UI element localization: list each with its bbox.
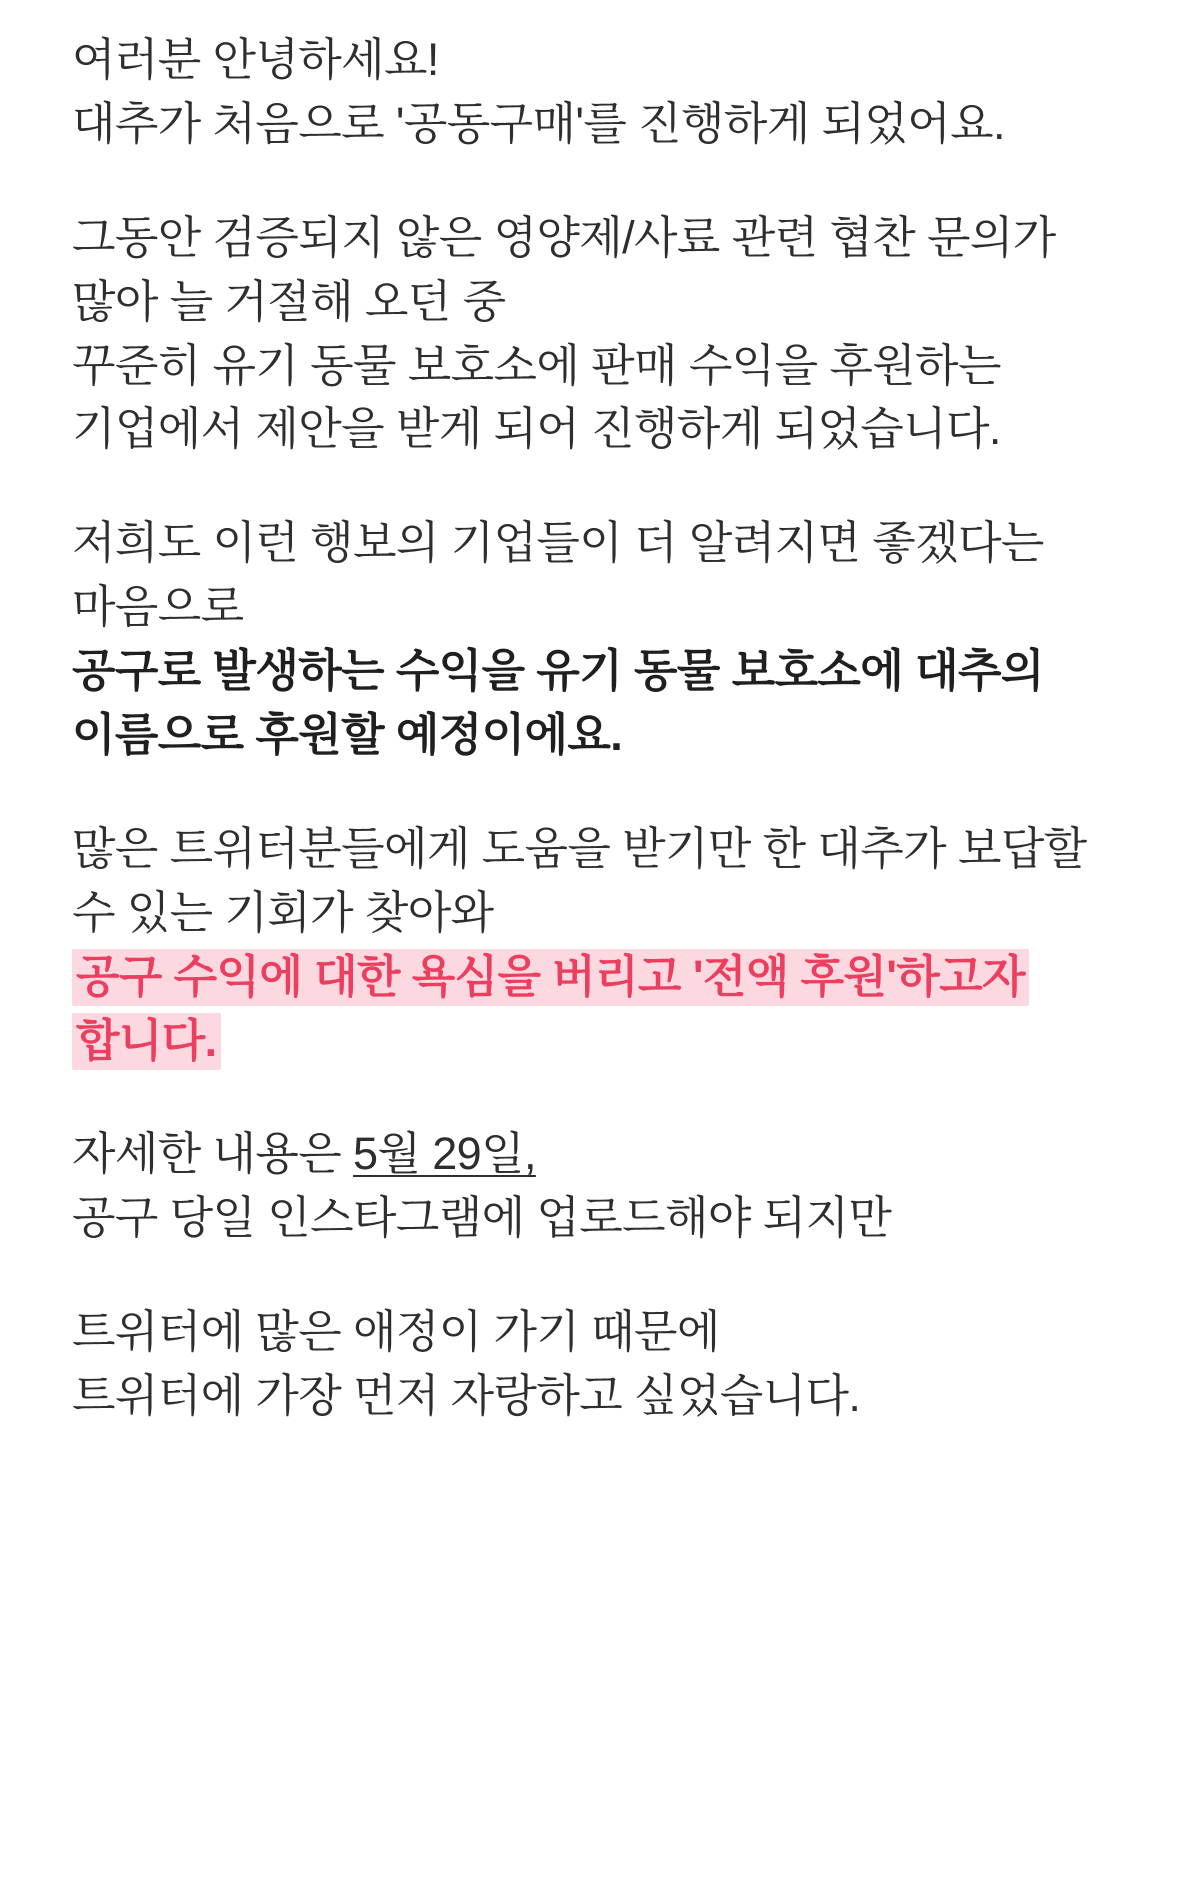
text-line: 공구로 발생하는 수익을 유기 동물 보호소에 대추의 이름으로 후원할 예정이에요. xyxy=(72,645,1044,761)
text-line: 저희도 이런 행보의 기업들이 더 알려지면 좋겠다는 마음으로 xyxy=(72,517,1044,633)
paragraph-thanks xyxy=(72,817,1109,945)
paragraph-intent-intro xyxy=(72,511,1109,639)
paragraph-donation-highlight xyxy=(72,945,1109,1073)
schedule-date: 5월 29일, xyxy=(353,1128,536,1180)
text-line: 트위터에 많은 애정이 가기 때문에 xyxy=(72,1306,720,1358)
paragraph-background xyxy=(72,206,1109,462)
text-line: 많은 트위터분들에게 도움을 받기만 한 대추가 보답할 수 있는 기회가 찾아와 xyxy=(72,822,1087,938)
paragraph-spacer xyxy=(72,461,1109,511)
paragraph-spacer xyxy=(72,1072,1109,1122)
paragraph-spacer xyxy=(72,156,1109,206)
text-line: 꾸준히 유기 동물 보호소에 판매 수익을 후원하는 기업에서 제안을 받게 되어 진행하게 되었습니다. xyxy=(72,339,1001,455)
text-line: 여러분 안녕하세요! xyxy=(72,34,439,85)
paragraph-intent-bold xyxy=(72,639,1109,767)
highlighted-text: 공구 수익에 대한 욕심을 버리고 '전액 후원'하고자 합니다. xyxy=(72,949,1029,1070)
text-line: 공구 당일 인스타그램에 업로드해야 되지만 xyxy=(72,1192,892,1244)
paragraph-spacer xyxy=(72,1250,1109,1300)
text-line: 그동안 검증되지 않은 영양제/사료 관련 협찬 문의가 많아 늘 거절해 오던 중 xyxy=(72,211,1056,327)
text-line xyxy=(72,1122,1109,1186)
paragraph-spacer xyxy=(72,767,1109,817)
schedule-prefix: 자세한 내용은 xyxy=(72,1128,354,1180)
paragraph-schedule xyxy=(72,1122,1109,1250)
paragraph-greeting xyxy=(72,28,1109,156)
text-line: 트위터에 가장 먼저 자랑하고 싶었습니다. xyxy=(72,1370,861,1422)
text-line: 대추가 처음으로 '공동구매'를 진행하게 되었어요. xyxy=(72,97,1005,149)
paragraph-closing xyxy=(72,1300,1109,1428)
